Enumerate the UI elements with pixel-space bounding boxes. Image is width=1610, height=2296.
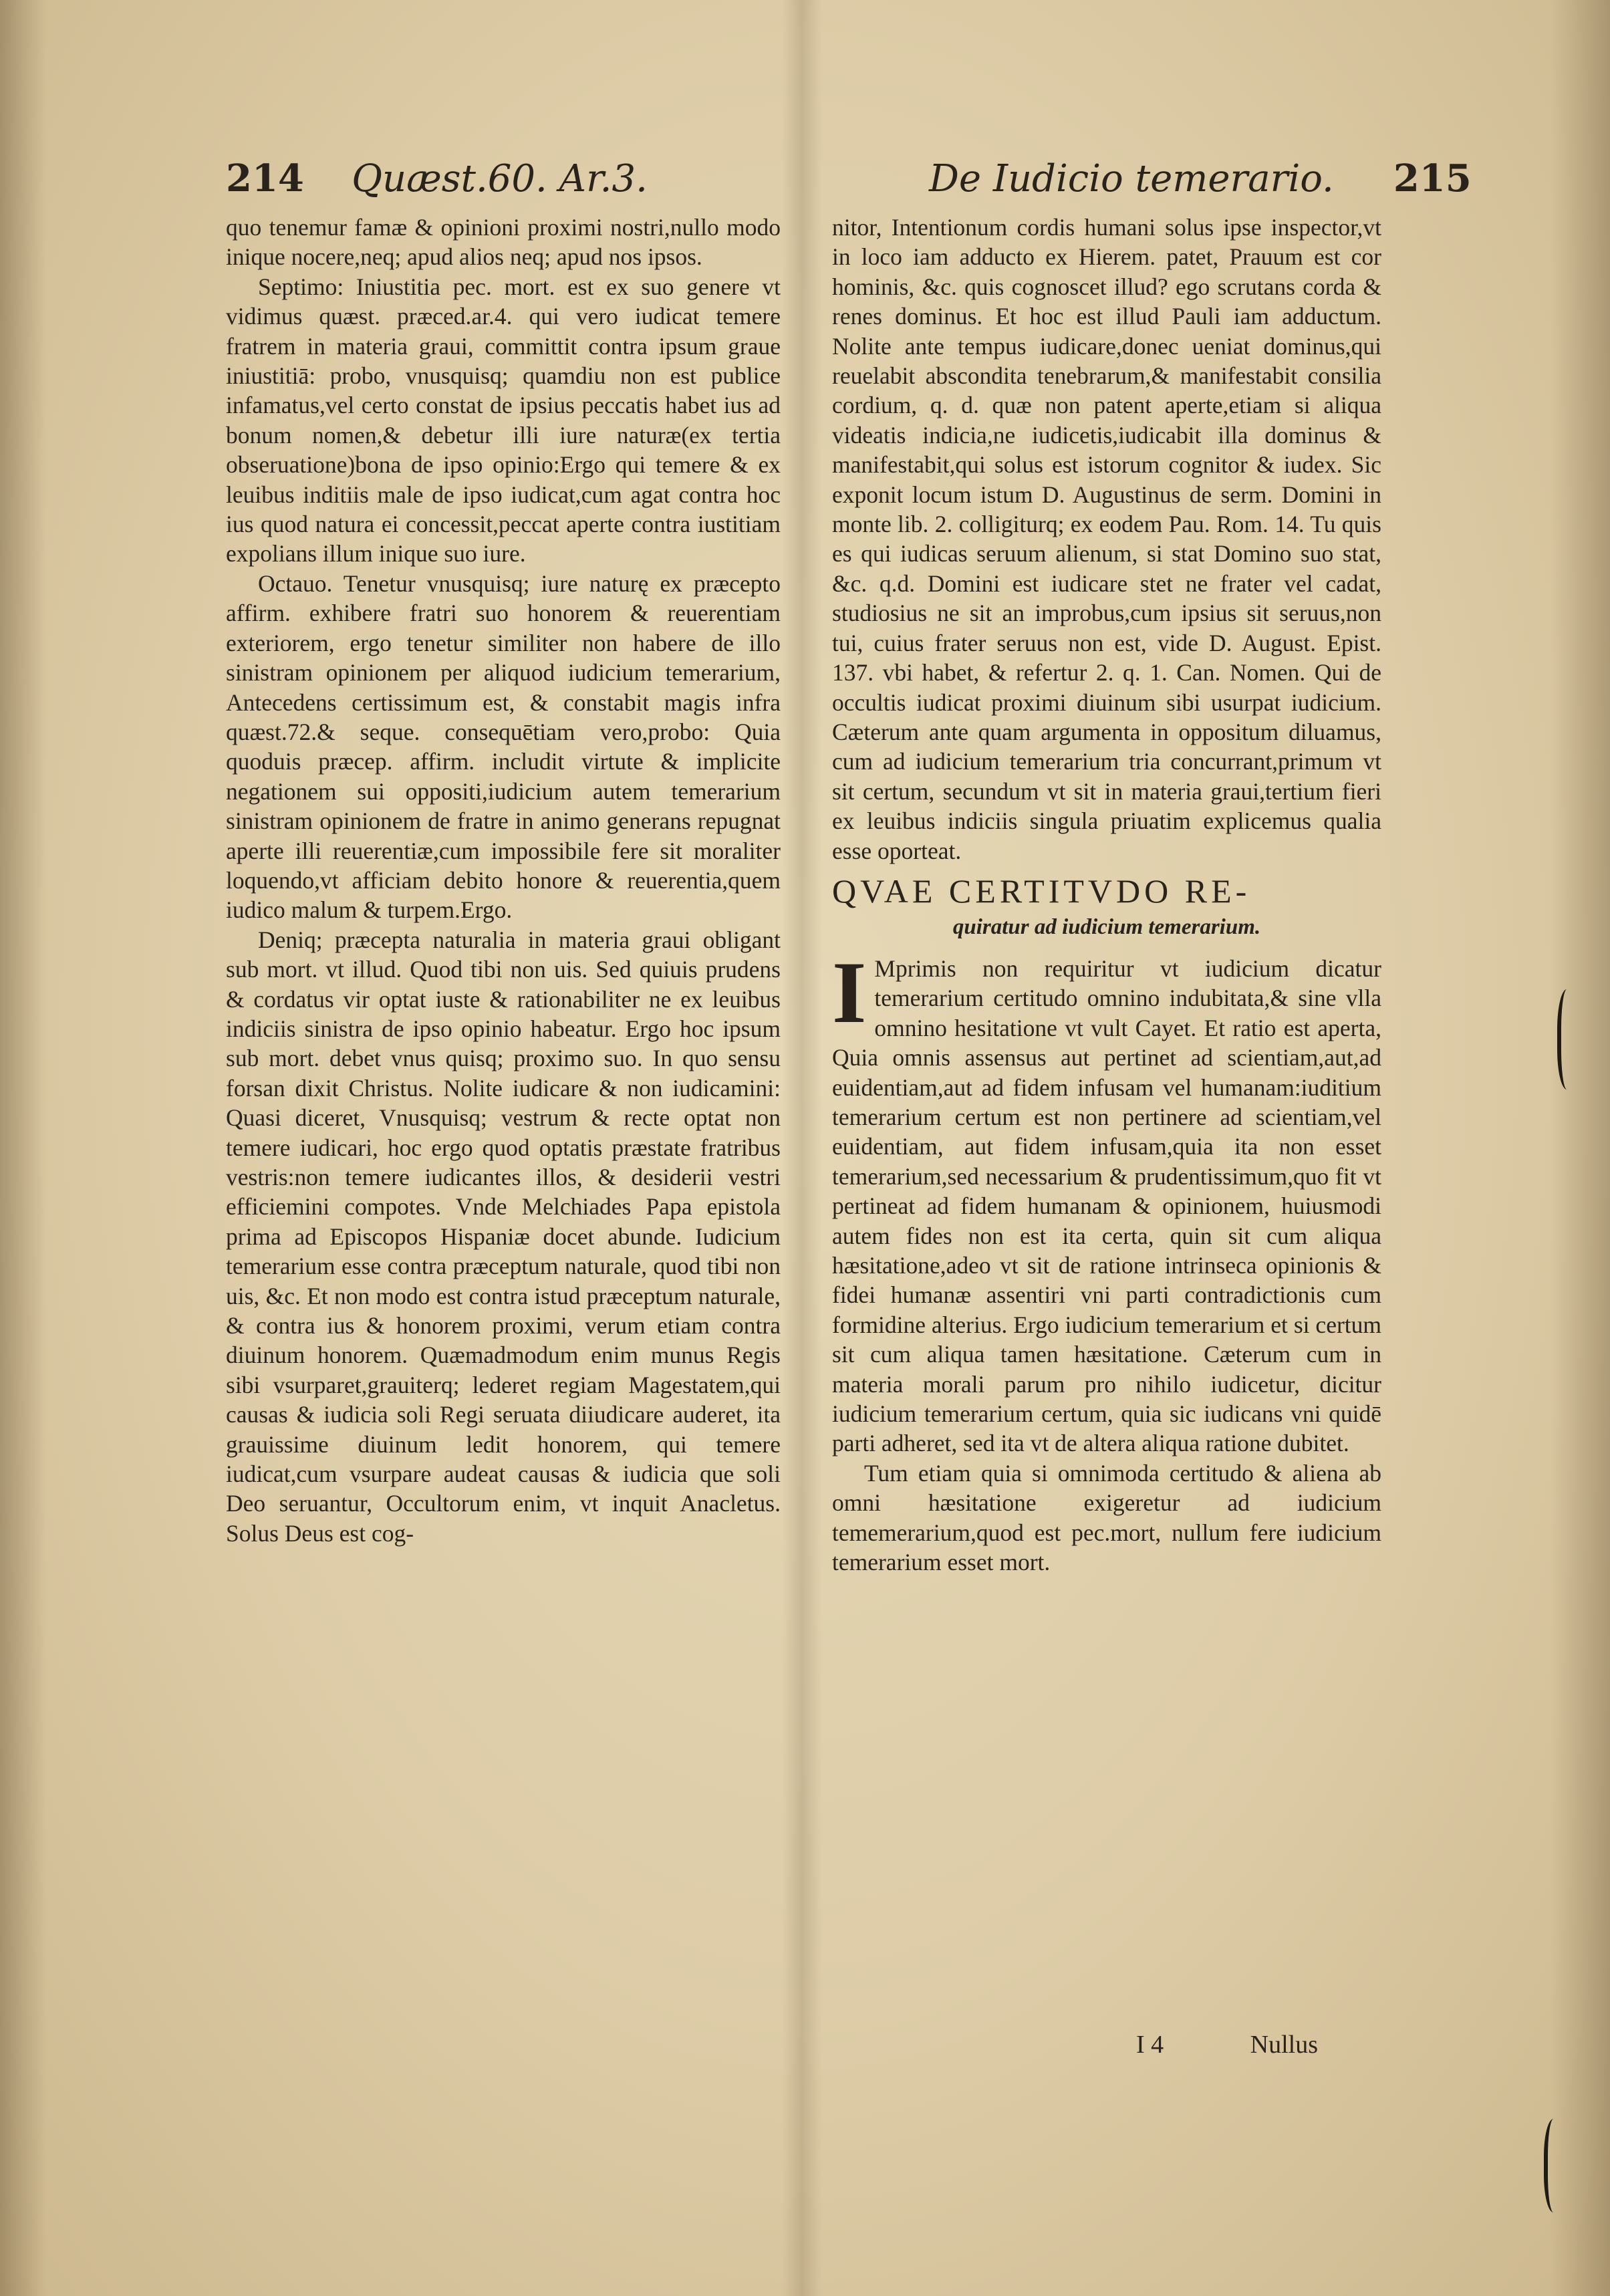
- margin-ink-mark-lower: [1544, 2119, 1568, 2212]
- drop-cap-letter: I: [832, 942, 867, 1041]
- left-text-column: [226, 213, 781, 1548]
- right-paragraph-imprimis: [832, 942, 1381, 1458]
- section-subtitle: quiratur ad iudicium temerarium.: [952, 914, 1261, 939]
- signature-mark: I 4: [1136, 2031, 1164, 2059]
- margin-ink-mark: [1557, 989, 1581, 1090]
- right-page-edge: [1550, 0, 1610, 2296]
- imprimis-text: Mprimis non requiritur vt iudicium dicatur temerarium certitudo omnino indubitata,& sine vlla omnino hesitatione vt vult Cayet. Et ratio est aperta, Quia omnis assensus aut pertinet ad scientiam,aut,ad euidentiam,aut ad fidem infusam vel humanam:iuditium temerarium certum est non pertinere ad scientiam,vel euidentiam, aut fidem infusam,quia ita non esset temerarium,sed necessarium & prudentissimum,quo fit vt pertineat ad fidem humanam & opinionem, huiusmodi autem fides non est ita certa, quin sit cum aliqua hæsitatione,adeo vt sit de ratione intrinseca opinionis & fidei humanæ assentiri vni parti contradictionis cum formidine alterius. Ergo iudicium temerarium et si certum sit cum aliqua tamen hæsitatione. Cæterum cum in materia morali parum pro nihilo iudicetur, dicitur iudicium temerarium certum, quia sic iudicans vni quidē parti adheret, sed ita vt de altera aliqua ratione dubitet.: [832, 954, 1381, 1457]
- book-gutter: [782, 0, 822, 2296]
- left-running-header: [226, 148, 648, 209]
- right-page-number: 215: [1393, 156, 1472, 201]
- left-paragraph-deniq: Deniq; præcepta naturalia in materia graui obligant sub mort. vt illud. Quod tibi non uis. Sed quiuis prudens & cordatus vir optat iuste & rationabiliter ne ex leuibus indiciis sinistra de ipso opinio habeatur. Ergo hoc ipsum sub mort. debet vnus quisq; proximo suo. In quo sensu forsan dixit Christus. Nolite iudicare & non iudicamini: Quasi diceret, Vnusquisq; vestrum & recte optat non temere iudicari, hoc ergo quod optatis præstate fratribus vestris:non temere iudicantes illos, & desiderii vestri efficiemini compotes. Vnde Melchiades Papa epistola prima ad Episcopos Hispaniæ docet abunde. Iudicium temerarium esse contra præceptum naturale, quod tibi non uis, &c. Et non modo est contra istud præceptum naturale, & contra ius & honorem proximi, verum etiam contra diuinum honorem. Quæmadmodum enim munus Regis sibi vsurparet,grauiterq; lederet regiam Magestatem,qui causas & iudicia soli Regi seruata diiudicare auderet, ita grauissime diuinum ledit honorem, qui temere iudicat,cum vsurpare audeat causas & iudicia que soli Deo seruantur, Occultorum enim, vt inquit Anacletus. Solus Deus est cog-: [226, 926, 781, 1547]
- left-running-title: Quæst.60. Ar.3.: [352, 157, 648, 201]
- left-paragraph-octauo: Octauo. Tenetur vnusquisq; iure naturę ex præcepto affirm. exhibere fratri suo honorem & reuerentiam exteriorem, ergo tenetur similiter non habere de illo sinistram opinionem per aliquod iudicium temerarium, Antecedens certissimum est, & constabit magis infra quæst.72.& seque. consequētiam vero,probo: Quia quoduis præcep. affirm. includit virtute & implicite negationem sui oppositi,iudicium autem temerarium sinistram opinionem de fratre in animo generans repugnat aperte illi reuerentiæ,cum impossibile fere sit moraliter loquendo,vt afficiam debito honore & reuerentia,quem iudico malum & turpem.Ergo.: [226, 569, 781, 924]
- section-title: QVAE CERTITVDO RE-: [832, 872, 1251, 910]
- right-running-title: De Iudicio temerario.: [929, 157, 1334, 201]
- right-text-column: [832, 213, 1381, 1577]
- left-paragraph-1: quo tenemur famæ & opinioni proximi nostri,nullo modo inique nocere,neq; apud alios neq; apud nos ipsos.: [226, 214, 781, 271]
- right-paragraph-continuation: nitor, Intentionum cordis humani solus ipse inspector,vt in loco iam adducto ex Hierem. patet, Prauum est cor hominis, &c. quis cognoscet illud? ego scrutans corda & renes dominus. Et hoc est illud Pauli iam adductum. Nolite ante tempus iudicare,donec ueniat dominus,qui reuelabit abscondita tenebrarum,& manifestabit consilia cordium, q. d. quæ non patent aperte,etiam si aliqua videatis indicia,ne iudicetis,iudicabit illa dominus & manifestabit,qui solus est istorum cognitor & iudex. Sic exponit locum istum D. Augustinus de serm. Domini in monte lib. 2. colligiturq; ex eodem Pau. Rom. 14. Tu quis es qui iudicas seruum alienum, si stat Domino suo stat, &c. q.d. Domini est iudicare stet ne frater vel cadat, studiosius ne sit an improbus,cum ipsius sit seruus,non tui, cuius frater seruus non est, vide D. August. Epist. 137. vbi habet, & refertur 2. q. 1. Can. Nomen. Qui de occultis iudicat proximi diuinum sibi usurpat iudicium. Cæterum ante quam argumenta in oppositum diluamus, cum ad iudicium temerarium tria concurrant,primum vt sit certum, secundum vt sit in materia graui,tertium fieri ex leuibus indiciis singula priuatim explicemus qualia esse oporteat.: [832, 214, 1381, 864]
- right-paragraph-tum: Tum etiam quia si omnimoda certitudo & aliena ab omni hæsitatione exigeretur ad iudicium tememerarium,quod est pec.mort, nullum fere iudicium temerarium esset mort.: [832, 1459, 1381, 1576]
- left-page-edge: [0, 0, 47, 2296]
- left-page-number: 214: [226, 156, 304, 201]
- catchword: Nullus: [1250, 2031, 1319, 2059]
- right-running-header: [929, 148, 1472, 209]
- left-paragraph-septimo: Septimo: Iniustitia pec. mort. est ex suo genere vt vidimus quæst. præced.ar.4. qui vero iudicat temere fratrem in materia graui, committit contra ipsum graue iniustitiā: probo, vnusquisq; quamdiu non est publice infamatus,vel certo constat de ipsius peccatis habet ius ad bonum nomen,& debetur illi iure naturæ(ex tertia obseruatione)bona de ipso opinio:Ergo qui temere & ex leuibus inditiis male de ipso iudicat,cum agat contra hoc ius quod natura ei concessit,peccat aperte contra iustitiam expolians illum inique suo iure.: [226, 273, 781, 567]
- page-footer: [1136, 2030, 1318, 2059]
